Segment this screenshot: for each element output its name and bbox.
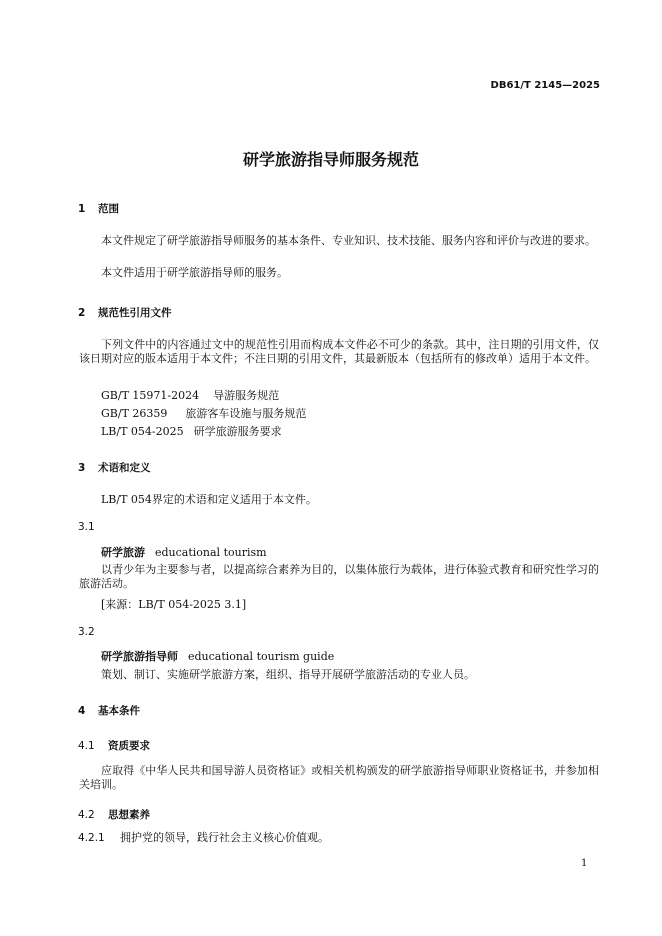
standard-number: DB61/T 2145—2025 — [490, 80, 600, 91]
section-title: 范围 — [98, 203, 119, 215]
term-3-1-source: [来源：LB/T 054-2025 3.1] — [101, 598, 247, 611]
section-title: 基本条件 — [98, 705, 140, 717]
reference-item — [101, 407, 306, 421]
section-number: 4.1 — [78, 740, 95, 752]
section-1-paragraph-1: 本文件规定了研学旅游指导师服务的基本条件、专业知识、技术技能、服务内容和评价与改进的要求。 — [101, 234, 596, 247]
section-3-heading — [78, 460, 151, 475]
section-3-paragraph-1: LB/T 054界定的术语和定义适用于本文件。 — [101, 493, 317, 506]
reference-name: 研学旅游服务要求 — [193, 425, 282, 438]
section-number: 3 — [78, 462, 86, 474]
section-title: 规范性引用文件 — [98, 307, 172, 319]
term-3-1-definition: 以青少年为主要参与者，以提高综合素养为目的，以集体旅行为载体，进行体验式教育和研究性学习的旅游活动。 — [79, 563, 599, 590]
section-number: 4.2 — [78, 809, 95, 821]
section-2-heading — [78, 305, 172, 320]
term-en: educational tourism guide — [188, 650, 335, 663]
term-zh: 研学旅游指导师 — [101, 650, 178, 663]
reference-code: LB/T 054-2025 — [101, 425, 184, 438]
section-1-heading — [78, 201, 119, 216]
section-4-2-heading — [78, 807, 150, 822]
reference-code: GB/T 26359 — [101, 407, 168, 420]
clause-4-2-1 — [78, 831, 329, 845]
section-2-paragraph-1: 下列文件中的内容通过文中的规范性引用而构成本文件必不可少的条款。其中，注日期的引用文件，仅该日期对应的版本适用于本文件；不注日期的引用文件，其最新版本（包括所有的修改单）适用于本文件。 — [79, 338, 599, 365]
section-number: 2 — [78, 307, 86, 319]
section-4-heading — [78, 703, 140, 718]
term-3-2-number: 3.2 — [78, 626, 95, 638]
reference-code: GB/T 15971-2024 — [101, 389, 200, 402]
section-4-1-paragraph: 应取得《中华人民共和国导游人员资格证》或相关机构颁发的研学旅游指导师职业资格证书，并参加相关培训。 — [79, 764, 599, 791]
document-title: 研学旅游指导师服务规范 — [242, 150, 419, 169]
page-number: 1 — [581, 858, 588, 869]
term-zh: 研学旅游 — [101, 546, 145, 559]
term-3-2-definition: 策划、制订、实施研学旅游方案，组织、指导开展研学旅游活动的专业人员。 — [101, 668, 475, 681]
reference-name: 旅游客车设施与服务规范 — [185, 407, 307, 420]
clause-text: 拥护党的领导，践行社会主义核心价值观。 — [120, 831, 329, 844]
section-4-1-heading — [78, 738, 150, 753]
section-title: 术语和定义 — [98, 462, 151, 474]
reference-item — [101, 425, 282, 439]
reference-item — [101, 389, 279, 403]
section-number: 4 — [78, 705, 86, 717]
term-3-2 — [101, 650, 334, 664]
section-number: 1 — [78, 203, 86, 215]
clause-number: 4.2.1 — [78, 832, 105, 844]
term-3-1 — [101, 546, 267, 560]
section-title: 资质要求 — [108, 740, 150, 752]
reference-name: 导游服务规范 — [213, 389, 280, 402]
section-title: 思想素养 — [108, 809, 150, 821]
term-3-1-number: 3.1 — [78, 521, 95, 533]
term-en: educational tourism — [155, 546, 267, 559]
section-1-paragraph-2: 本文件适用于研学旅游指导师的服务。 — [101, 266, 288, 279]
